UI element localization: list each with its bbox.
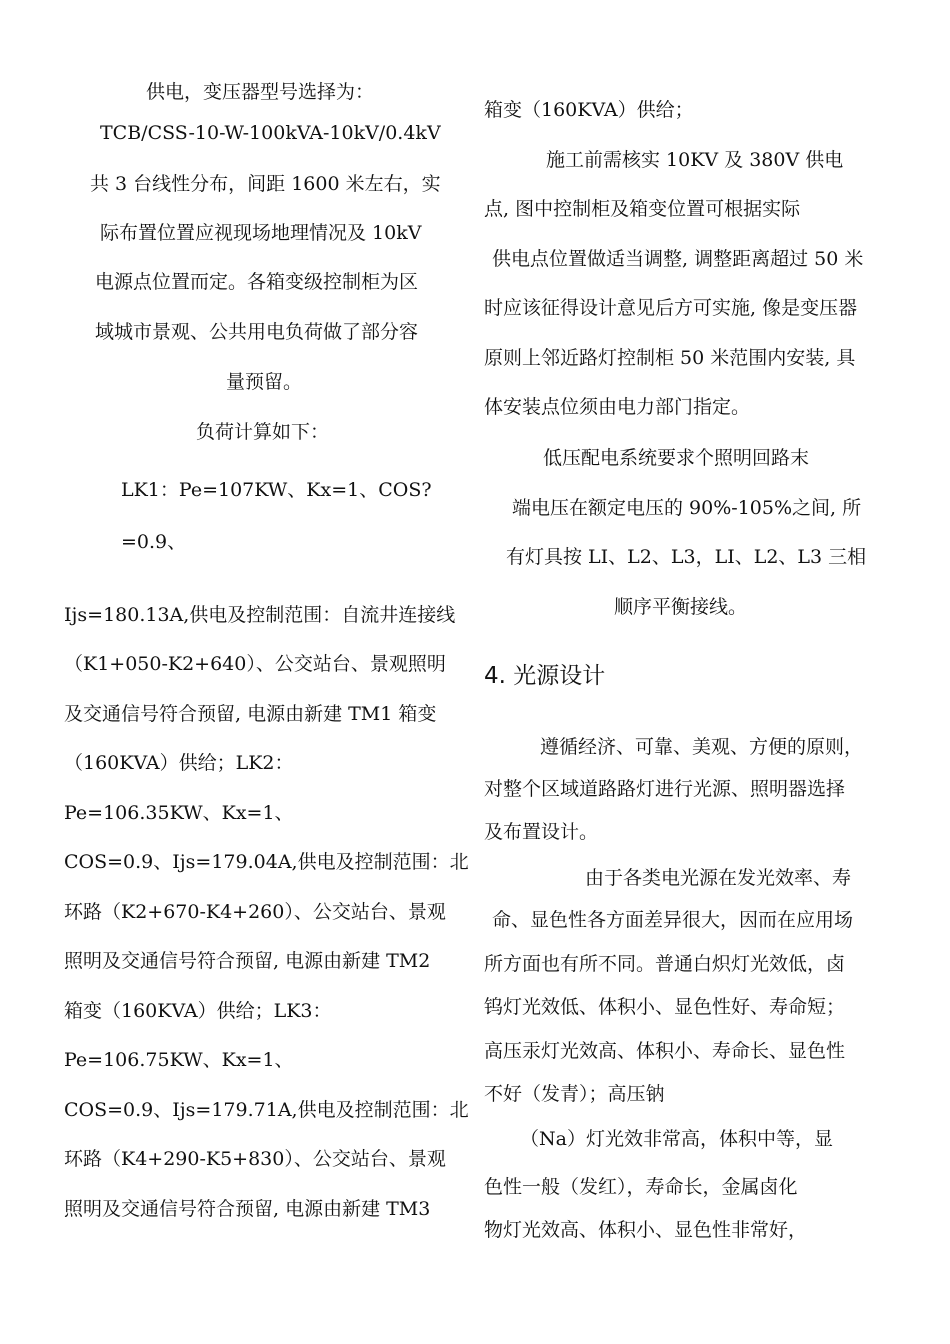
paragraph-line: COS=0.9、Ijs=179.71A,供电及控制范围：北 — [64, 1099, 469, 1121]
paragraph-line: 照明及交通信号符合预留, 电源由新建 TM3 — [64, 1198, 431, 1220]
paragraph-line: 点, 图中控制柜及箱变位置可根据实际 — [484, 198, 801, 220]
paragraph-line: 域城市景观、公共用电负荷做了部分容 — [95, 321, 419, 343]
paragraph-line: 及布置设计。 — [484, 821, 599, 843]
paragraph-line: 及交通信号符合预留, 电源由新建 TM1 箱变 — [64, 703, 437, 725]
paragraph-line: （160KVA）供给；LK2： — [64, 752, 294, 774]
paragraph-line: 有灯具按 LI、L2、L3，LI、L2、L3 三相 — [506, 546, 867, 568]
paragraph-line: Pe=106.75KW、Kx=1、 — [64, 1049, 294, 1071]
paragraph-line: 供电，变压器型号选择为： — [146, 81, 375, 103]
paragraph-line: 环路（K2+670-K4+260）、公交站台、景观 — [64, 901, 446, 923]
paragraph-line: 物灯光效高、体积小、显色性非常好， — [484, 1219, 808, 1241]
paragraph-line: =0.9、 — [121, 531, 187, 553]
paragraph-line: Ijs=180.13A,供电及控制范围：自流井连接线 — [64, 604, 456, 626]
paragraph-line: 时应该征得设计意见后方可实施, 像是变压器 — [484, 297, 858, 319]
paragraph-line: 照明及交通信号符合预留, 电源由新建 TM2 — [64, 950, 431, 972]
paragraph-line: 量预留。 — [226, 371, 303, 393]
paragraph-line: COS=0.9、Ijs=179.04A,供电及控制范围：北 — [64, 851, 469, 873]
paragraph-line: 所方面也有所不同。普通白炽灯光效低，卤 — [484, 953, 846, 975]
paragraph-line: 对整个区域道路路灯进行光源、照明器选择 — [484, 778, 846, 800]
paragraph-line: Pe=106.35KW、Kx=1、 — [64, 802, 294, 824]
paragraph-line: 原则上邻近路灯控制柜 50 米范围内安装, 具 — [484, 347, 856, 369]
paragraph-line: 施工前需核实 10KV 及 380V 供电 — [546, 149, 844, 171]
paragraph-line: 色性一般（发红），寿命长，金属卤化 — [484, 1176, 798, 1198]
paragraph-line: 命、显色性各方面差异很大，因而在应用场 — [492, 909, 854, 931]
paragraph-line: 电源点位置而定。各箱变级控制柜为区 — [95, 271, 419, 293]
paragraph-line: 际布置位置应视现场地理情况及 10kV — [100, 222, 422, 244]
paragraph-line: 箱变（160KVA）供给；LK3： — [64, 1000, 332, 1022]
paragraph-line: LK1：Pe=107KW、Kx=1、COS? — [121, 479, 432, 501]
paragraph-line: TCB/CSS-10-W-100kVA-10kV/0.4kV — [100, 122, 441, 144]
paragraph-line: （K1+050-K2+640）、公交站台、景观照明 — [64, 653, 446, 675]
section-heading: 4. 光源设计 — [484, 663, 606, 689]
paragraph-line: 负荷计算如下： — [196, 421, 330, 443]
paragraph-line: （Na）灯光效非常高，体积中等，显 — [520, 1128, 833, 1150]
paragraph-line: 高压汞灯光效高、体积小、寿命长、显色性 — [484, 1040, 846, 1062]
paragraph-line: 钨灯光效低、体积小、显色性好、寿命短； — [484, 996, 846, 1018]
paragraph-line: 由于各类电光源在发光效率、寿 — [585, 867, 852, 889]
paragraph-line: 不好（发青）；高压钠 — [484, 1083, 665, 1105]
paragraph-line: 体安装点位须由电力部门指定。 — [484, 396, 751, 418]
paragraph-line: 共 3 台线性分布，间距 1600 米左右，实 — [90, 173, 441, 195]
paragraph-line: 端电压在额定电压的 90%-105%之间, 所 — [512, 497, 862, 519]
paragraph-line: 低压配电系统要求个照明回路末 — [543, 447, 810, 469]
paragraph-line: 顺序平衡接线。 — [614, 596, 748, 618]
paragraph-line: 环路（K4+290-K5+830）、公交站台、景观 — [64, 1148, 446, 1170]
paragraph-line: 遵循经济、可靠、美观、方便的原则， — [540, 736, 864, 758]
paragraph-line: 箱变（160KVA）供给； — [484, 99, 694, 121]
paragraph-line: 供电点位置做适当调整, 调整距离超过 50 米 — [492, 248, 864, 270]
